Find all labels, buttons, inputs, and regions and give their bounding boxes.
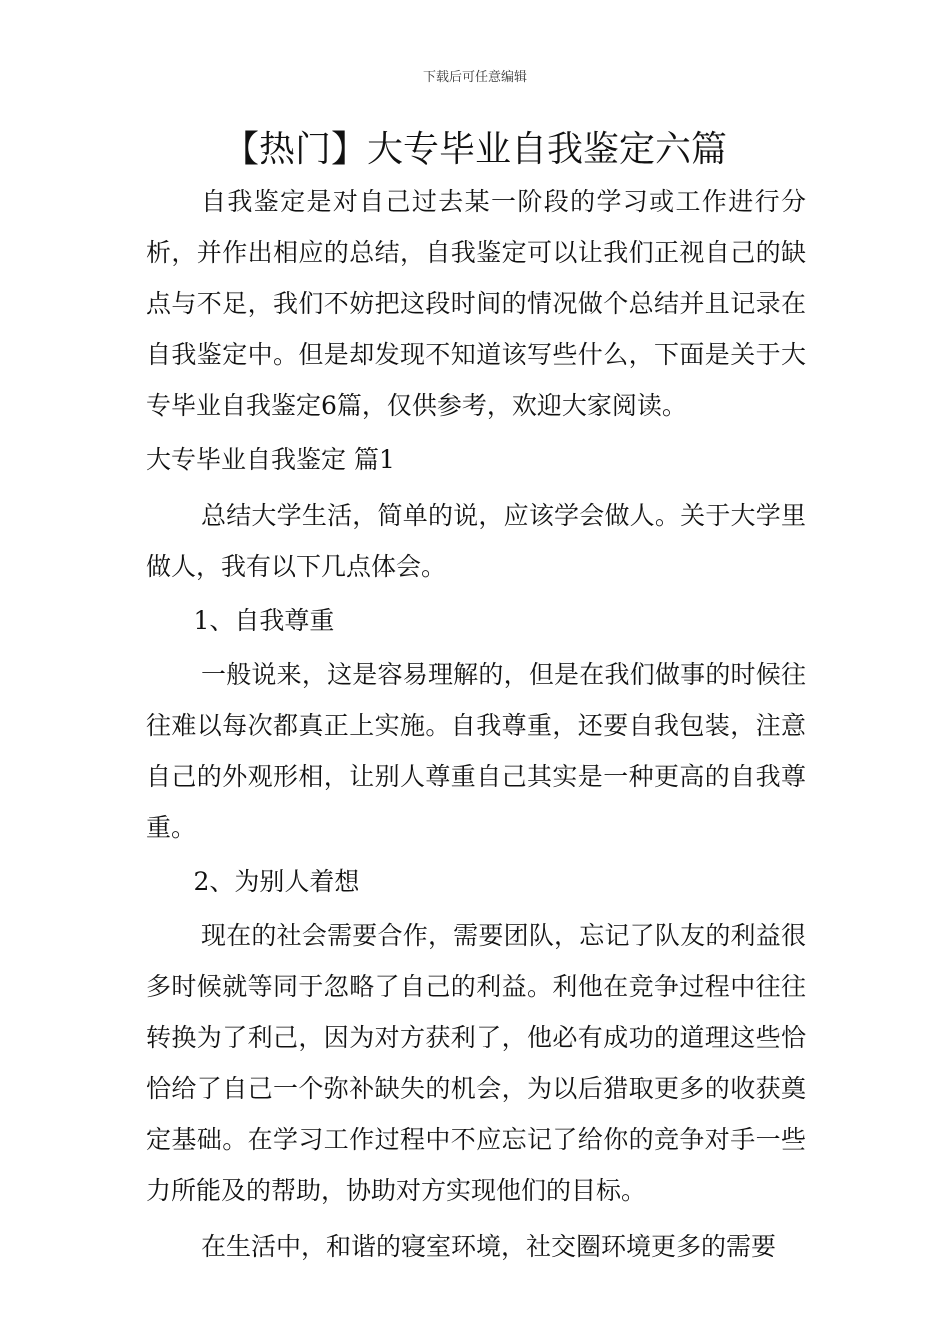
paragraph-last: 在生活中，和谐的寝室环境，社交圈环境更多的需要 <box>201 1232 777 1261</box>
item-2-title: 2、为别人着想 <box>193 867 360 896</box>
item-1-title: 1、自我尊重 <box>193 606 335 635</box>
section-heading: 大专毕业自我鉴定 篇1 <box>146 445 395 474</box>
page-title: 【热门】大专毕业自我鉴定六篇 <box>222 129 727 170</box>
intro-paragraph: 自我鉴定是对自己过去某一阶段的学习或工作进行分析，并作出相应的总结，自我鉴定可以让我们正视自己的缺点与不足，我们不妨把这段时间的情况做个总结并且记录在自我鉴定中。但是却发现不知道该写些什么，下面是关于大专毕业自我鉴定6篇，仅供参考，欢迎大家阅读。 <box>146 187 806 420</box>
item-1-body: 一般说来，这是容易理解的，但是在我们做事的时候往往难以每次都真正上实施。自我尊重，还要自我包装，注意自己的外观形相，让别人尊重自己其实是一种更高的自我尊重。 <box>146 660 806 842</box>
item-2-body: 现在的社会需要合作，需要团队，忘记了队友的利益很多时候就等同于忽略了自己的利益。利他在竞争过程中往往转换为了利己，因为对方获利了，他必有成功的道理这些恰恰给了自己一个弥补缺失的机会，为以后猎取更多的收获奠定基础。在学习工作过程中不应忘记了给你的竞争对手一些力所能及的帮助，协助对方实现他们的目标。 <box>146 921 806 1205</box>
document-body <box>146 176 806 1272</box>
header-note: 下载后可任意编辑 <box>422 70 527 85</box>
paragraph-1: 总结大学生活，简单的说，应该学会做人。关于大学里做人，我有以下几点体会。 <box>146 501 806 581</box>
